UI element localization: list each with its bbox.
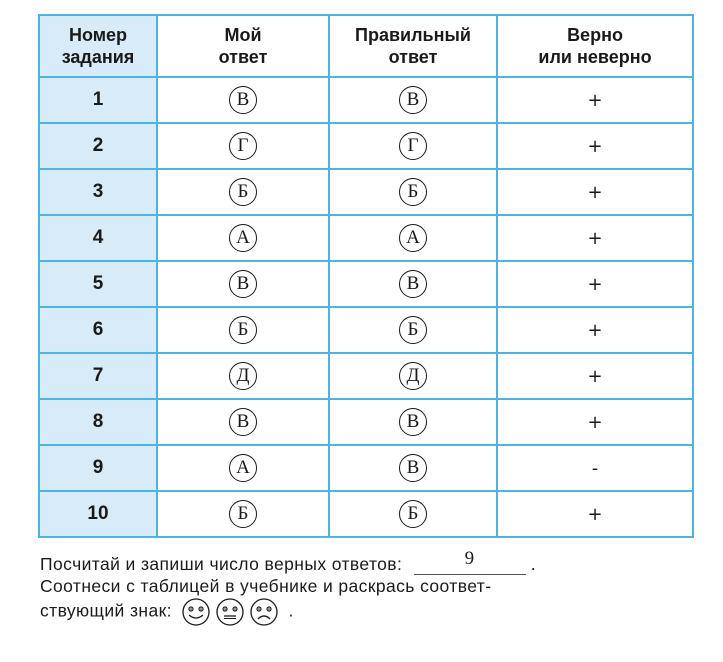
footer-instructions — [40, 548, 700, 621]
correct-answer-cell — [329, 215, 497, 261]
my-answer-letter: Б — [229, 316, 257, 344]
faces-prompt: ствующий знак: — [40, 600, 172, 621]
task-number: 8 — [39, 399, 157, 445]
correct-answer-letter: Б — [399, 500, 427, 528]
faces-line — [40, 597, 700, 619]
correct-answer-letter: В — [399, 270, 427, 298]
sad-face-icon[interactable] — [249, 597, 279, 627]
my-answer-cell — [157, 307, 329, 353]
correct-answer-cell — [329, 169, 497, 215]
correct-answer-cell — [329, 399, 497, 445]
my-answer-letter: Г — [229, 132, 257, 160]
correct-answer-cell — [329, 77, 497, 123]
correct-answer-cell — [329, 123, 497, 169]
table-row — [39, 261, 693, 307]
header-right-or-wrong: Верно или неверно — [497, 15, 693, 77]
answers-table — [38, 14, 694, 538]
my-answer-letter: В — [229, 86, 257, 114]
table-row — [39, 353, 693, 399]
smile-icon[interactable] — [181, 597, 211, 627]
table-row — [39, 491, 693, 537]
table-row — [39, 445, 693, 491]
count-value: 9 — [464, 548, 475, 569]
correct-answer-letter: А — [399, 224, 427, 252]
result-mark: + — [497, 261, 693, 307]
my-answer-cell — [157, 215, 329, 261]
correct-answer-letter: Г — [399, 132, 427, 160]
correct-answer-cell — [329, 491, 497, 537]
neutral-face-icon[interactable] — [215, 597, 245, 627]
result-mark: + — [497, 399, 693, 445]
correct-answer-cell — [329, 261, 497, 307]
face-choices — [181, 597, 283, 627]
task-number: 5 — [39, 261, 157, 307]
my-answer-letter: Д — [229, 362, 257, 390]
my-answer-cell — [157, 77, 329, 123]
faces-period: . — [288, 600, 294, 621]
result-mark: + — [497, 77, 693, 123]
my-answer-letter: А — [229, 454, 257, 482]
header-task-number: Номер задания — [39, 15, 157, 77]
my-answer-cell — [157, 261, 329, 307]
table-row — [39, 77, 693, 123]
correct-answer-letter: Б — [399, 178, 427, 206]
my-answer-letter: Б — [229, 500, 257, 528]
task-number: 3 — [39, 169, 157, 215]
table-header-row — [39, 15, 693, 77]
correct-answer-letter: Д — [399, 362, 427, 390]
my-answer-cell — [157, 169, 329, 215]
table-row — [39, 169, 693, 215]
result-mark: + — [497, 123, 693, 169]
correct-answer-letter: В — [399, 86, 427, 114]
answers-table-container — [38, 14, 694, 538]
task-number: 4 — [39, 215, 157, 261]
task-number: 9 — [39, 445, 157, 491]
my-answer-letter: А — [229, 224, 257, 252]
correct-answer-letter: Б — [399, 316, 427, 344]
my-answer-letter: В — [229, 270, 257, 298]
result-mark: + — [497, 307, 693, 353]
count-field[interactable] — [414, 548, 526, 575]
task-number: 2 — [39, 123, 157, 169]
instruction-line: Соотнеси с таблицей в учебнике и раскрась соответ- — [40, 576, 492, 596]
result-mark: + — [497, 215, 693, 261]
table-row — [39, 399, 693, 445]
task-number: 7 — [39, 353, 157, 399]
table-row — [39, 123, 693, 169]
my-answer-cell — [157, 123, 329, 169]
task-number: 10 — [39, 491, 157, 537]
correct-answer-cell — [329, 307, 497, 353]
header-my-answer: Мой ответ — [157, 15, 329, 77]
correct-answer-letter: В — [399, 408, 427, 436]
result-mark: + — [497, 353, 693, 399]
my-answer-cell — [157, 445, 329, 491]
table-row — [39, 215, 693, 261]
count-prompt: Посчитай и запиши число верных ответов: — [40, 554, 403, 574]
task-number: 1 — [39, 77, 157, 123]
result-mark: + — [497, 491, 693, 537]
result-mark: + — [497, 169, 693, 215]
my-answer-cell — [157, 399, 329, 445]
correct-answer-cell — [329, 445, 497, 491]
header-correct-answer: Правильный ответ — [329, 15, 497, 77]
task-number: 6 — [39, 307, 157, 353]
count-period: . — [530, 554, 537, 574]
my-answer-cell — [157, 491, 329, 537]
result-mark: - — [497, 445, 693, 491]
my-answer-cell — [157, 353, 329, 399]
correct-answer-cell — [329, 353, 497, 399]
count-line — [40, 548, 700, 575]
my-answer-letter: Б — [229, 178, 257, 206]
correct-answer-letter: В — [399, 454, 427, 482]
table-row — [39, 307, 693, 353]
my-answer-letter: В — [229, 408, 257, 436]
